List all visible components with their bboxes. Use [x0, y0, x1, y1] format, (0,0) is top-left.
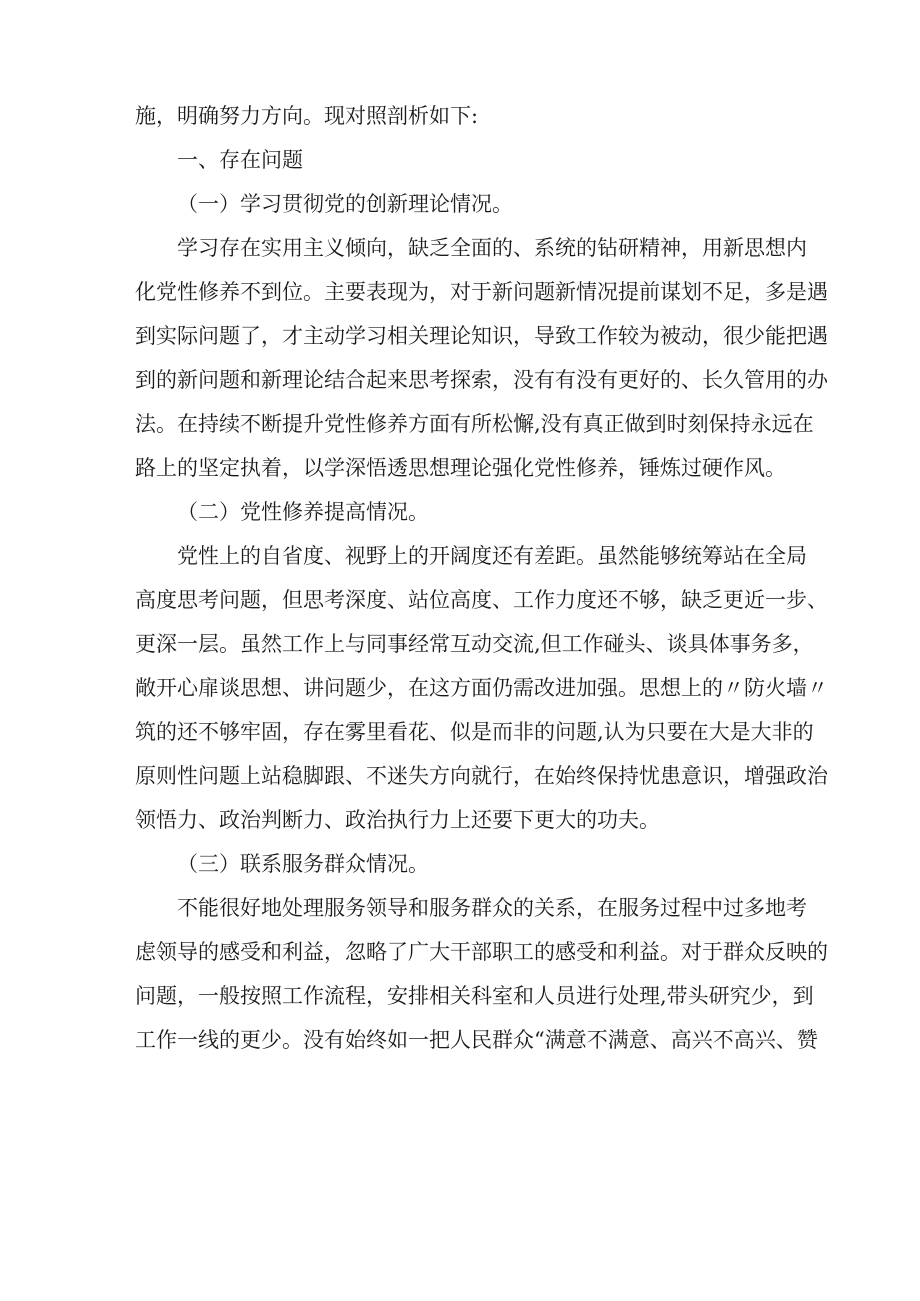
text-line-12: 高度思考问题，但思考深度、站位高度、工作力度还不够，缺乏更近一步、 — [135, 588, 828, 612]
text-line-21: 问题，一般按照工作流程，安排相关科室和人员进行处理,带头研究少，到 — [135, 984, 814, 1008]
text-line-17: 领悟力、政治判断力、政治执行力上还要下更大的功夫。 — [135, 808, 660, 832]
text-line-14: 敞开心扉谈思想、讲问题少，在这方面仍需改进加强。思想上的〃防火墙〃 — [135, 676, 828, 700]
text-line-1: 施，明确努力方向。现对照剖析如下: — [135, 104, 479, 128]
text-line-20: 虑领导的感受和利益，忽略了广大干部职工的感受和利益。对于群众反映的 — [135, 940, 828, 964]
subheading-1: （一）学习贯彻党的创新理论情况。 — [177, 192, 513, 216]
text-line-7: 到的新问题和新理论结合起来思考探索，没有有没有更好的、长久管用的办 — [135, 368, 828, 392]
text-line-22: 工作一线的更少。没有始终如一把人民群众“满意不满意、高兴不高兴、赞 — [135, 1028, 818, 1052]
text-line-13: 更深一层。虽然工作上与同事经常互动交流,但工作碰头、谈具体事务多， — [135, 632, 814, 656]
text-line-6: 到实际问题了，才主动学习相关理论知识，导致工作较为被动，很少能把遇 — [135, 324, 828, 348]
subheading-3: （三）联系服务群众情况。 — [177, 852, 429, 876]
text-line-19: 不能很好地处理服务领导和服务群众的关系，在服务过程中过多地考 — [177, 896, 807, 920]
text-line-4: 学习存在实用主义倾向，缺乏全面的、系统的钻研精神，用新思想内 — [177, 236, 807, 260]
text-line-9: 路上的坚定执着，以学深悟透思想理论强化党性修养，锤炼过硬作风。 — [135, 456, 786, 480]
text-line-16: 原则性问题上站稳脚跟、不迷失方向就行，在始终保持忧患意识，增强政治 — [135, 764, 828, 788]
section-heading-problems: 一、存在问题 — [177, 148, 303, 172]
text-line-8: 法。在持续不断提升党性修养方面有所松懈,没有真正做到时刻保持永远在 — [135, 412, 814, 436]
subheading-2: （二）党性修养提高情况。 — [177, 500, 429, 524]
text-line-11: 党性上的自省度、视野上的开阔度还有差距。虽然能够统筹站在全局 — [177, 544, 807, 568]
text-line-5: 化党性修养不到位。主要表现为，对于新问题新情况提前谋划不足，多是遇 — [135, 280, 828, 304]
text-line-15: 筑的还不够牢固，存在雾里看花、似是而非的问题,认为只要在大是大非的 — [135, 720, 814, 744]
